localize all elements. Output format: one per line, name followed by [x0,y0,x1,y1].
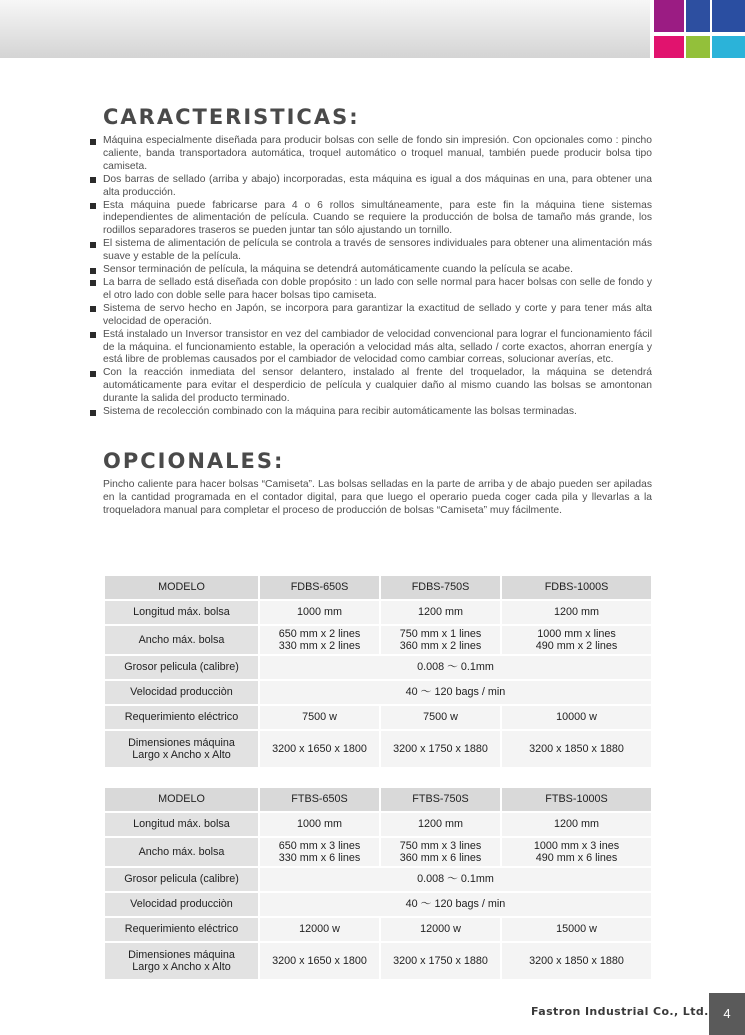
feature-item: Con la reacción inmediata del sensor delantero, instalado al frente del troquelador, la máquina se detendrá automáticamente para evitar el desperdicio de película y cualquier daño al mismo cuando las bolsas se amontonan durante la salida del producto terminado. [90,367,652,406]
cell-line: Dimensiones máquina [128,736,235,749]
table-header-cell: MODELO [104,787,259,812]
row-label: Velocidad producciòn [104,892,259,917]
table-row [104,625,652,655]
table-cell: 40 ～ 120 bags / min [259,892,652,917]
table-row [104,655,652,680]
section-title-caracteristicas: CARACTERISTICAS: [103,105,360,129]
table-row [104,812,652,837]
table-cell [259,625,380,655]
feature-item: Esta máquina puede fabricarse para 4 o 6 rollos simultáneamente, para este fin la máquina tiene sistemas independientes de alimentación de película. Cuando se requiere la producción de bolsa de tamaño más grande, los rodillos separadores traseros se pueden juntar tan sólo ajustando un tornillo. [90,200,652,239]
row-label: Velocidad producciòn [104,680,259,705]
cell-line: 360 mm x 6 lines [399,852,482,864]
table-row [104,867,652,892]
table-cell: 3200 x 1650 x 1800 [259,942,380,980]
table-cell: 10000 w [501,705,652,730]
row-label: Longitud máx. bolsa [104,600,259,625]
cell-line: 650 mm x 2 lines [278,627,361,640]
cell-line: 650 mm x 3 lines [278,839,361,852]
table-cell: 7500 w [259,705,380,730]
cell-line: 1000 mm x 3 ines [533,839,620,852]
table-cell: 12000 w [259,917,380,942]
table-cell: 7500 w [380,705,501,730]
header-color-square [712,0,745,32]
row-label [104,942,259,980]
table-header-cell: FDBS-650S [259,575,380,600]
table-cell: 0.008 ～ 0.1mm [259,867,652,892]
row-label: Ancho máx. bolsa [104,837,259,867]
cell-line: 1000 mm x lines [537,627,616,640]
feature-item: El sistema de alimentación de película se controla a través de sensores individuales para obtener una alimentación más suave y estable de la película. [90,238,652,264]
feature-item: La barra de sellado está diseñada con doble propósito : un lado con selle normal para hacer bolsas con selle de fondo y el otro lado con doble selle para hacer bolsas tipo camiseta. [90,277,652,303]
table-header-cell: FDBS-1000S [501,575,652,600]
table-header-cell: FTBS-1000S [501,787,652,812]
table-row [104,892,652,917]
table-cell: 3200 x 1850 x 1880 [501,730,652,768]
feature-item: Sistema de servo hecho en Japón, se incorpora para garantizar la exactitud de sellado y corte y para tener más alta velocidad de operación. [90,303,652,329]
table-header-row [104,575,652,600]
table-cell: 1200 mm [501,812,652,837]
table-row [104,680,652,705]
table-row [104,600,652,625]
table-row [104,705,652,730]
header-color-square [654,36,684,58]
feature-item: Sensor terminación de película, la máquina se detendrá automáticamente cuando la película se acabe. [90,264,652,277]
table-header-cell: FTBS-750S [380,787,501,812]
table-row [104,730,652,768]
header-color-square [686,36,710,58]
header-color-square [686,0,710,32]
table-cell [380,625,501,655]
header-color-square [712,36,745,58]
cell-line: 330 mm x 6 lines [278,852,361,864]
table-cell: 1200 mm [380,812,501,837]
cell-line: 330 mm x 2 lines [278,640,361,652]
table-header-row [104,787,652,812]
table-row [104,942,652,980]
feature-item: Máquina especialmente diseñada para producir bolsas con selle de fondo sin impresión. Con opcionales como : pincho caliente, banda transportadora automática, troquel automático o troquel manual, también puede producir bolsa tipo camiseta. [90,135,652,174]
header-gradient-bar [0,0,650,58]
page-number: 4 [709,993,745,1035]
row-label: Requerimiento eléctrico [104,705,259,730]
table-cell: 3200 x 1750 x 1880 [380,730,501,768]
table-cell [380,837,501,867]
table-cell [259,837,380,867]
cell-line: 750 mm x 1 lines [399,627,482,640]
row-label: Grosor pelicula (calibre) [104,867,259,892]
table-cell: 3200 x 1750 x 1880 [380,942,501,980]
table-cell: 1200 mm [501,600,652,625]
spec-table-fdbs [103,574,653,769]
table-cell: 3200 x 1650 x 1800 [259,730,380,768]
cell-line: Dimensiones máquina [128,948,235,961]
row-label [104,730,259,768]
table-cell: 3200 x 1850 x 1880 [501,942,652,980]
table-header-cell: FTBS-650S [259,787,380,812]
table-cell [501,837,652,867]
cell-line: 360 mm x 2 lines [399,640,482,652]
table-header-cell: FDBS-750S [380,575,501,600]
table-cell: 0.008 ～ 0.1mm [259,655,652,680]
table-row [104,837,652,867]
feature-item: Dos barras de sellado (arriba y abajo) incorporadas, esta máquina es igual a dos máquinas en una, para obtener una alta producción. [90,174,652,200]
header-color-square [654,0,684,32]
cell-line: 750 mm x 3 lines [399,839,482,852]
table-cell: 1000 mm [259,600,380,625]
table-header-cell: MODELO [104,575,259,600]
features-list [90,135,652,419]
table-cell [501,625,652,655]
table-row [104,917,652,942]
table-cell: 1200 mm [380,600,501,625]
cell-line: Largo x Ancho x Alto [132,749,231,761]
row-label: Longitud máx. bolsa [104,812,259,837]
table-cell: 40 ～ 120 bags / min [259,680,652,705]
table-cell: 15000 w [501,917,652,942]
company-name: Fastron Industrial Co., Ltd. [531,1005,709,1018]
row-label: Requerimiento eléctrico [104,917,259,942]
table-cell: 12000 w [380,917,501,942]
feature-item: Sistema de recolección combinado con la máquina para recibir automáticamente las bolsas terminadas. [90,406,652,419]
cell-line: 490 mm x 2 lines [535,640,618,652]
cell-line: 490 mm x 6 lines [535,852,618,864]
row-label: Ancho máx. bolsa [104,625,259,655]
row-label: Grosor pelicula (calibre) [104,655,259,680]
table-cell: 1000 mm [259,812,380,837]
opcionales-paragraph: Pincho caliente para hacer bolsas “Camiseta”. Las bolsas selladas en la parte de arriba y de abajo pueden ser apiladas en la cantidad programada en el contador digital, para que luego el operario pueda coger cada pila y llevarlas a la troqueladora manual para completar el proceso de producción de bolsas “Camiseta” muy fácilmente. [103,479,652,516]
spec-table-ftbs [103,786,653,981]
cell-line: Largo x Ancho x Alto [132,961,231,973]
section-title-opcionales: OPCIONALES: [103,449,285,473]
feature-item: Está instalado un Inversor transistor en vez del cambiador de velocidad convencional para lograr el funcionamiento fácil de la máquina. el funcionamiento estable, la operación a velocidad más alta, sellado / corte exactos, ahorran energía y está libre de problemas causados por el cambiador de velocidad como cambiar correas, solucionar averías, etc. [90,329,652,368]
